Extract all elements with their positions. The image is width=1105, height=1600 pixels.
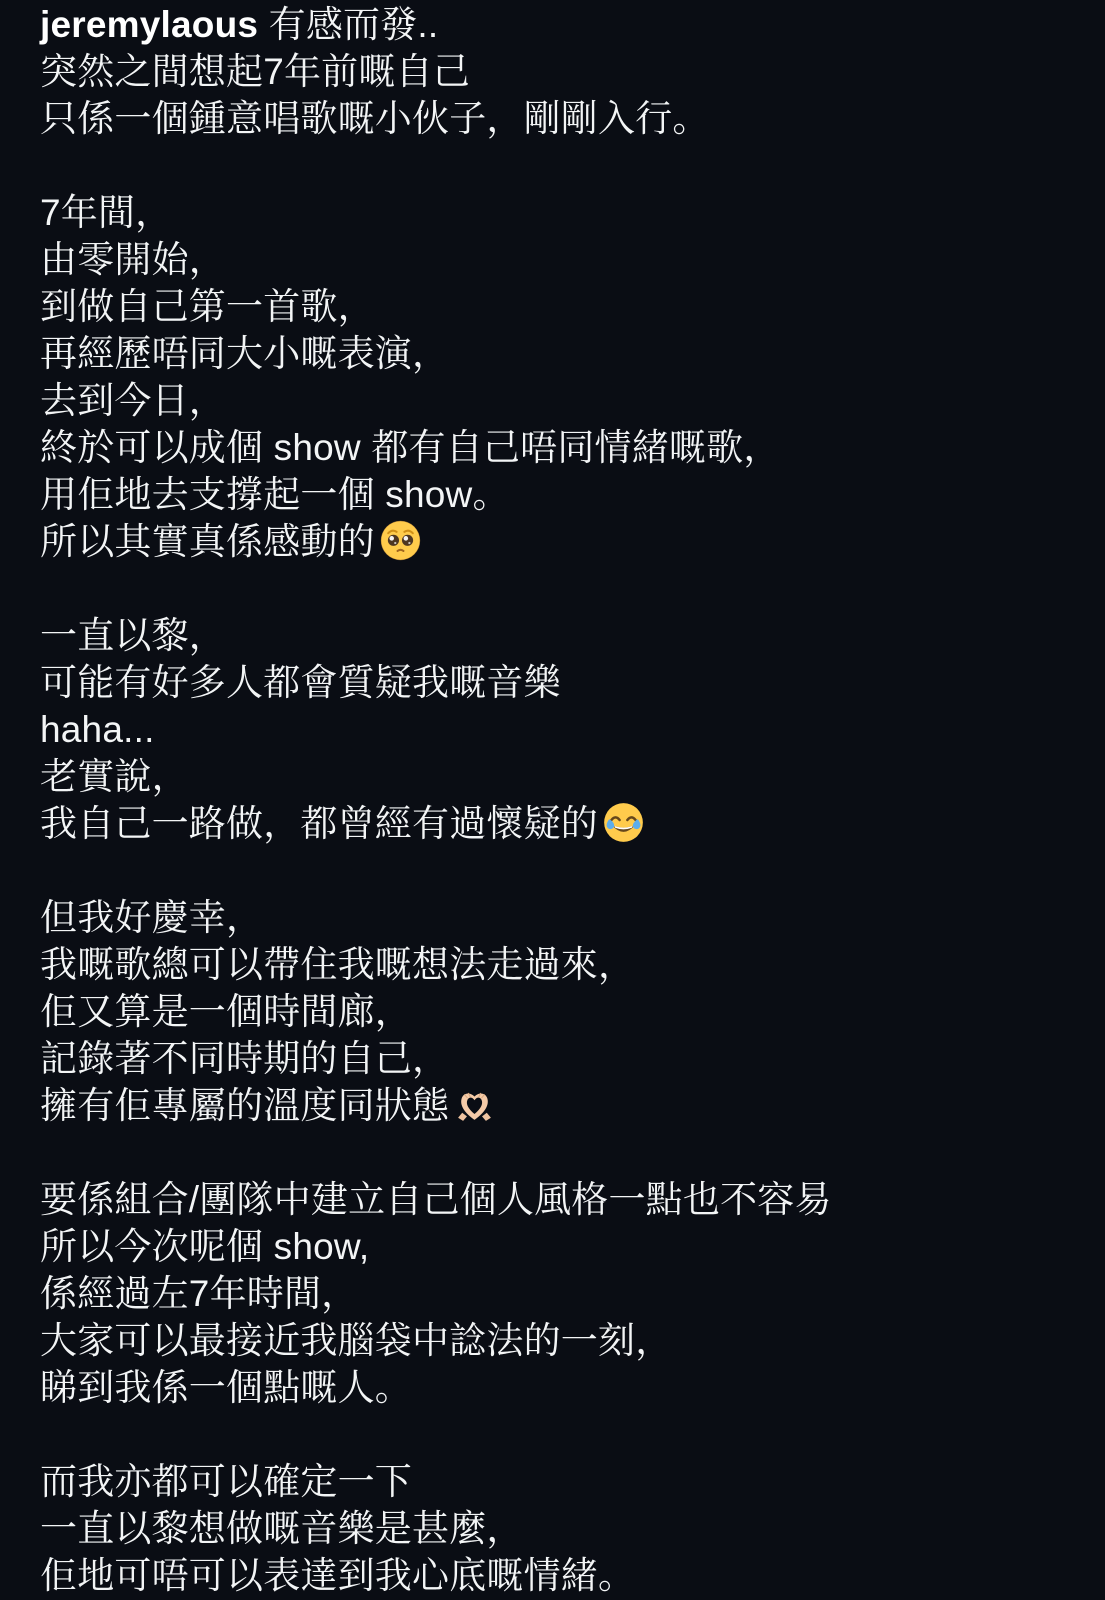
caption-paragraph	[40, 1, 1069, 142]
caption-line: 我嘅歌總可以帶住我嘅想法走過來，	[40, 944, 636, 985]
caption-paragraph	[40, 189, 1069, 565]
caption-line: jeremylaous 有感而發..	[40, 4, 439, 45]
caption-line: 大家可以最接近我腦袋中諗法的一刻，	[40, 1320, 673, 1361]
caption-line: 可能有好多人都會質疑我嘅音樂	[40, 662, 561, 703]
caption-line: 由零開始，	[40, 239, 226, 280]
face-with-tears-of-joy-emoji-icon	[603, 802, 644, 843]
caption-line: 到做自己第一首歌，	[40, 286, 375, 327]
caption-line: 去到今日，	[40, 380, 226, 421]
caption-line: 記錄著不同時期的自己，	[40, 1038, 450, 1079]
caption-line: 老實說，	[40, 756, 189, 797]
caption-line: 再經歷唔同大小嘅表演，	[40, 333, 450, 374]
caption-line: 所以今次呢個 show,	[40, 1226, 370, 1267]
caption-line: haha...	[40, 709, 155, 750]
caption-line: 但我好慶幸，	[40, 897, 264, 938]
caption-line: 所以其實真係感動的	[40, 518, 1069, 565]
pleading-face-emoji-icon	[380, 520, 421, 561]
caption-line: 睇到我係一個點嘅人。	[40, 1367, 412, 1408]
caption-line: 一直以黎，	[40, 615, 226, 656]
caption-line: 我自己一路做，都曾經有過懷疑的	[40, 800, 1069, 847]
caption-paragraph	[40, 1458, 1069, 1599]
caption-paragraph	[40, 1176, 1069, 1411]
caption-line: 要係組合/團隊中建立自己個人風格一點也不容易	[40, 1179, 832, 1220]
caption-line: 一直以黎想做嘅音樂是甚麼，	[40, 1508, 524, 1549]
caption-line: 突然之間想起7年前嘅自己	[40, 51, 470, 92]
caption-line: 佢又算是一個時間廊，	[40, 991, 412, 1032]
caption-line: 係經過左7年時間，	[40, 1273, 359, 1314]
username-link[interactable]: jeremylaous	[40, 4, 259, 45]
caption-line: 而我亦都可以確定一下	[40, 1461, 412, 1502]
heart-hands-light-skin-tone-emoji-icon	[454, 1084, 495, 1125]
caption-line: 只係一個鍾意唱歌嘅小伙子，剛剛入行。	[40, 98, 710, 139]
caption-paragraph	[40, 894, 1069, 1129]
caption-line: 用佢地去支撐起一個 show。	[40, 474, 510, 515]
caption-line: 佢地可唔可以表達到我心底嘅情緒。	[40, 1555, 636, 1596]
caption-line: 7年間，	[40, 192, 173, 233]
caption-line: 擁有佢專屬的溫度同狀態	[40, 1082, 1069, 1129]
caption-line: 終於可以成個 show 都有自己唔同情緒嘅歌，	[40, 427, 781, 468]
caption-paragraph	[40, 612, 1069, 847]
